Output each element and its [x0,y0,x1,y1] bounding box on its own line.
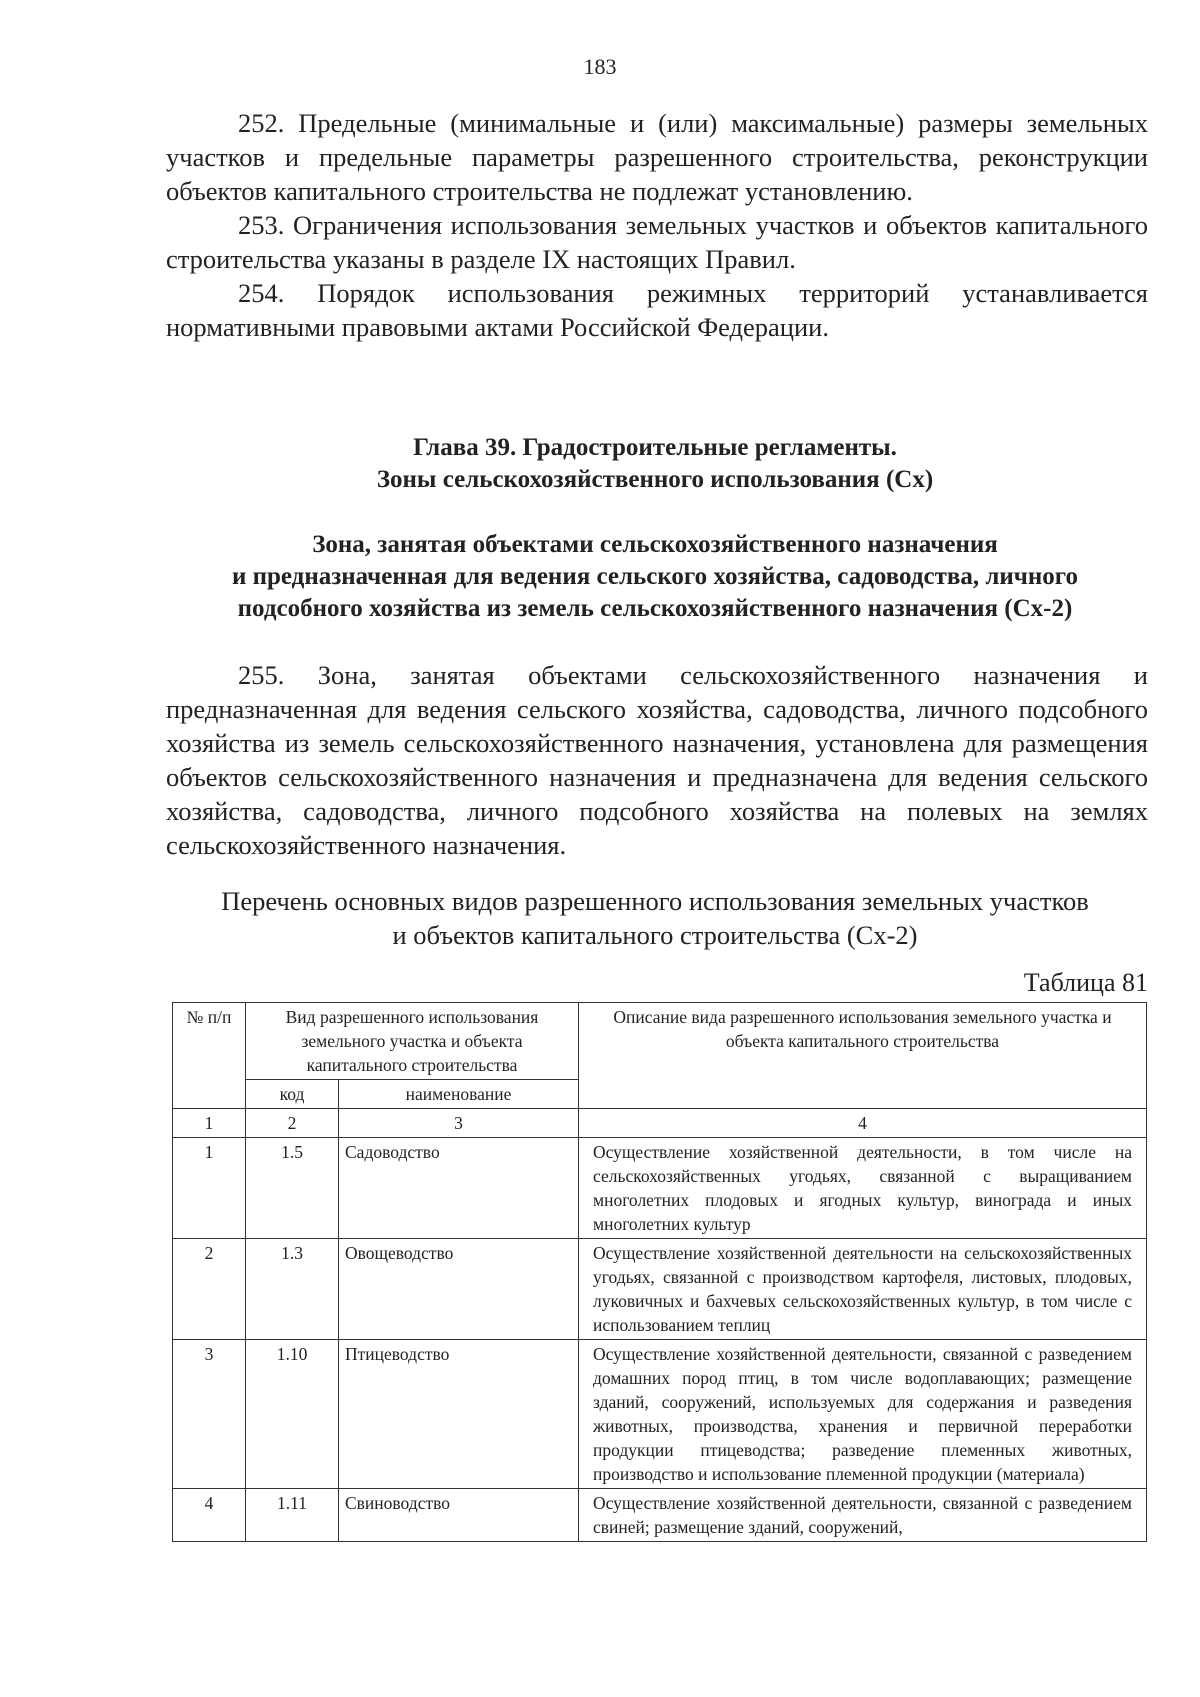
paragraphs-252-254 [166,106,1148,344]
zone-heading-line-1: Зона, занятая объектами сельскохозяйственного назначения [312,531,998,558]
row-desc: Осуществление хозяйственной деятельности, связанной с разведением домашних пород птиц, в том числе водоплавающих; размещение зданий, сооружений, используемых для содержания и разведения животных, производства, хранения и первичной переработки продукции птицеводства; разведение племенных животных, производство и использование племенной продукции (материала) [579,1340,1147,1489]
list-title [160,884,1150,952]
row-name: Овощеводство [339,1239,579,1340]
header-kind: Вид разрешенного использования земельного участка и объекта капитального строительства [246,1003,579,1080]
row-num: 4 [173,1489,246,1542]
row-num: 3 [173,1340,246,1489]
index-cell: 3 [339,1109,579,1138]
row-code: 1.11 [246,1489,339,1542]
row-code: 1.5 [246,1138,339,1239]
index-cell: 1 [173,1109,246,1138]
row-name: Садоводство [339,1138,579,1239]
header-name: наименование [339,1080,579,1109]
row-code: 1.3 [246,1239,339,1340]
table-index-row [173,1109,1147,1138]
header-code: код [246,1080,339,1109]
chapter-heading-line-2: Зоны сельскохозяйственного использования (Сх) [376,466,934,493]
table-label: Таблица 81 [1023,968,1148,997]
row-num: 1 [173,1138,246,1239]
list-title-line-2: и объектов капитального строительства (Сх-2) [392,920,918,950]
row-desc: Осуществление хозяйственной деятельности, связанной с разведением свиней; размещение зданий, сооружений, [579,1489,1147,1542]
row-desc: Осуществление хозяйственной деятельности, в том числе на сельскохозяйственных угодьях, связанной с выращиванием многолетних плодовых и ягодных культур, винограда и иных многолетних культур [579,1138,1147,1239]
table-row [173,1138,1147,1239]
header-desc: Описание вида разрешенного использования земельного участка и объекта капитального строительства [579,1003,1147,1109]
paragraph-252: 252. Предельные (минимальные и (или) максимальные) размеры земельных участков и предельные параметры разрешенного строительства, реконструкции объектов капитального строительства не подлежат установлению. [166,108,1148,206]
page-number: 183 [583,54,617,79]
zone-heading-line-2: и предназначенная для ведения сельского хозяйства, садоводства, личного [231,563,1079,590]
paragraph-255-block [166,658,1148,862]
row-desc: Осуществление хозяйственной деятельности на сельскохозяйственных угодьях, связанной с производством картофеля, листовых, плодовых, луковичных и бахчевых сельскохозяйственных культур, в том числе с использованием теплиц [579,1239,1147,1340]
index-cell: 4 [579,1109,1147,1138]
permitted-use-table [172,1002,1147,1542]
row-name: Свиноводство [339,1489,579,1542]
row-name: Птицеводство [339,1340,579,1489]
table-row [173,1239,1147,1340]
zone-heading-line-3: подсобного хозяйства из земель сельскохозяйственного назначения (Сх-2) [237,595,1073,622]
paragraph-253: 253. Ограничения использования земельных участков и объектов капитального строительства указаны в разделе IX настоящих Правил. [166,210,1148,274]
index-cell: 2 [246,1109,339,1138]
row-code: 1.10 [246,1340,339,1489]
paragraph-254: 254. Порядок использования режимных территорий устанавливается нормативными правовыми актами Российской Федерации. [166,278,1148,342]
paragraph-255: 255. Зона, занятая объектами сельскохозяйственного назначения и предназначенная для ведения сельского хозяйства, садоводства, личного подсобного хозяйства из земель сельскохозяйственного назначения, установлена для размещения объектов сельскохозяйственного назначения и предназначена для ведения сельского хозяйства, садоводства, личного подсобного хозяйства на полевых на землях сельскохозяйственного назначения. [166,660,1148,860]
chapter-heading-line-1: Глава 39. Градостроительные регламенты. [413,434,897,461]
zone-heading [160,529,1150,625]
table-row [173,1340,1147,1489]
list-title-line-1: Перечень основных видов разрешенного использования земельных участков [221,886,1089,916]
header-num: № п/п [173,1003,246,1109]
table-header-row [173,1003,1147,1080]
row-num: 2 [173,1239,246,1340]
table-row [173,1489,1147,1542]
chapter-heading [160,432,1150,496]
